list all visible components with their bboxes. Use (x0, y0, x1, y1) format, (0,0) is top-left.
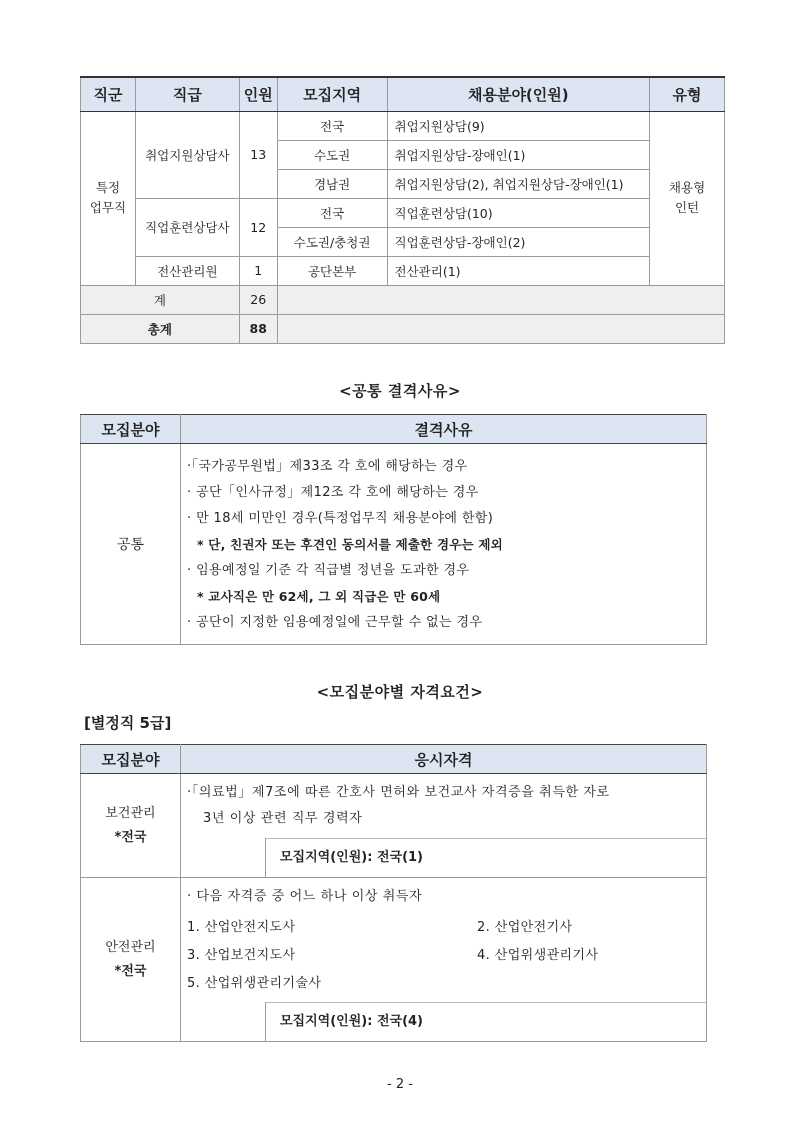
recruit-region: 모집지역(인원): 전국(1) (265, 838, 706, 877)
qualification-table (80, 744, 707, 1042)
disqualification-title: <공통 결격사유> (339, 382, 461, 400)
group-cell: 특정 업무직 (81, 111, 136, 285)
grade-count: 12 (239, 198, 277, 256)
header-field: 채용분야(인원) (387, 77, 650, 111)
qualification-title: <모집분야별 자격요건> (316, 683, 484, 701)
header-region: 모집지역 (277, 77, 387, 111)
field-cell: 취업지원상담(9) (387, 111, 650, 140)
region-cell: 경남권 (277, 169, 387, 198)
field-health (81, 774, 181, 878)
reason-item: ·「국가공무원법」제33조 각 호에 해당하는 경우 (187, 459, 468, 474)
grade-name: 전산관리원 (135, 256, 239, 285)
qualification-line: ·「의료법」제7조에 따른 간호사 면허와 보건교사 자격증을 취득한 자로 (187, 785, 610, 800)
cert-item: 4. 산업위생관리기사 (477, 948, 599, 963)
grade-count: 1 (239, 256, 277, 285)
field-cell: 취업지원상담-장애인(1) (387, 140, 650, 169)
field-cell: 전산관리(1) (387, 256, 650, 285)
subtotal-value: 26 (239, 285, 277, 314)
common-field-cell: 공통 (81, 444, 181, 645)
qualification-safety (181, 878, 707, 1042)
region-cell: 수도권/충청권 (277, 227, 387, 256)
total-value: 88 (239, 314, 277, 343)
grade-name: 취업지원상담사 (135, 111, 239, 198)
field-name: 안전관리 (105, 939, 156, 955)
header-grade: 직급 (135, 77, 239, 111)
field-safety (81, 878, 181, 1042)
field-region-tag: *전국 (114, 963, 147, 979)
header-field: 모집분야 (81, 415, 181, 444)
reason-note: * 단, 친권자 또는 후견인 동의서를 제출한 경우는 제외 (197, 537, 503, 552)
recruitment-summary-table (80, 76, 725, 344)
reason-item: · 공단이 지정한 임용예정일에 근무할 수 없는 경우 (187, 615, 483, 630)
disqualification-table (80, 414, 707, 645)
qualification-line: 3년 이상 관련 직무 경력자 (203, 811, 363, 826)
field-cell: 취업지원상담(2), 취업지원상담-장애인(1) (387, 169, 650, 198)
region-cell: 전국 (277, 198, 387, 227)
cert-item: 5. 산업위생관리기술사 (187, 976, 322, 991)
grade-name: 직업훈련상담사 (135, 198, 239, 256)
field-cell: 직업훈련상담-장애인(2) (387, 227, 650, 256)
header-type: 유형 (650, 77, 725, 111)
grade-count: 13 (239, 111, 277, 198)
reason-item: · 공단「인사규정」제12조 각 호에 해당하는 경우 (187, 485, 479, 500)
reason-note: * 교사직은 만 62세, 그 외 직급은 만 60세 (197, 589, 441, 604)
reason-item: · 만 18세 미만인 경우(특정업무직 채용분야에 한함) (187, 511, 494, 526)
page-number: - 2 - (387, 1077, 413, 1092)
header-reason: 결격사유 (181, 415, 707, 444)
field-name: 보건관리 (105, 805, 156, 821)
region-cell: 공단본부 (277, 256, 387, 285)
field-cell: 직업훈련상담(10) (387, 198, 650, 227)
qualification-line: · 다음 자격증 중 어느 하나 이상 취득자 (187, 889, 423, 904)
total-empty (277, 314, 724, 343)
header-count: 인원 (239, 77, 277, 111)
header-group: 직군 (81, 77, 136, 111)
reason-item: · 임용예정일 기준 각 직급별 정년을 도과한 경우 (187, 563, 470, 578)
total-label: 총계 (81, 314, 240, 343)
qualification-health (181, 774, 707, 878)
field-region-tag: *전국 (114, 829, 147, 845)
region-cell: 전국 (277, 111, 387, 140)
reason-list (181, 444, 707, 645)
sub-heading: [별정직 5급] (84, 714, 172, 732)
cert-item: 3. 산업보건지도사 (187, 948, 296, 963)
cert-item: 1. 산업안전지도사 (187, 920, 296, 935)
subtotal-label: 계 (81, 285, 240, 314)
header-field: 모집분야 (81, 745, 181, 774)
cert-item: 2. 산업안전기사 (477, 920, 573, 935)
recruit-region: 모집지역(인원): 전국(4) (265, 1002, 706, 1041)
type-cell: 채용형 인턴 (650, 111, 725, 285)
header-qualification: 응시자격 (181, 745, 707, 774)
region-cell: 수도권 (277, 140, 387, 169)
subtotal-empty (277, 285, 724, 314)
